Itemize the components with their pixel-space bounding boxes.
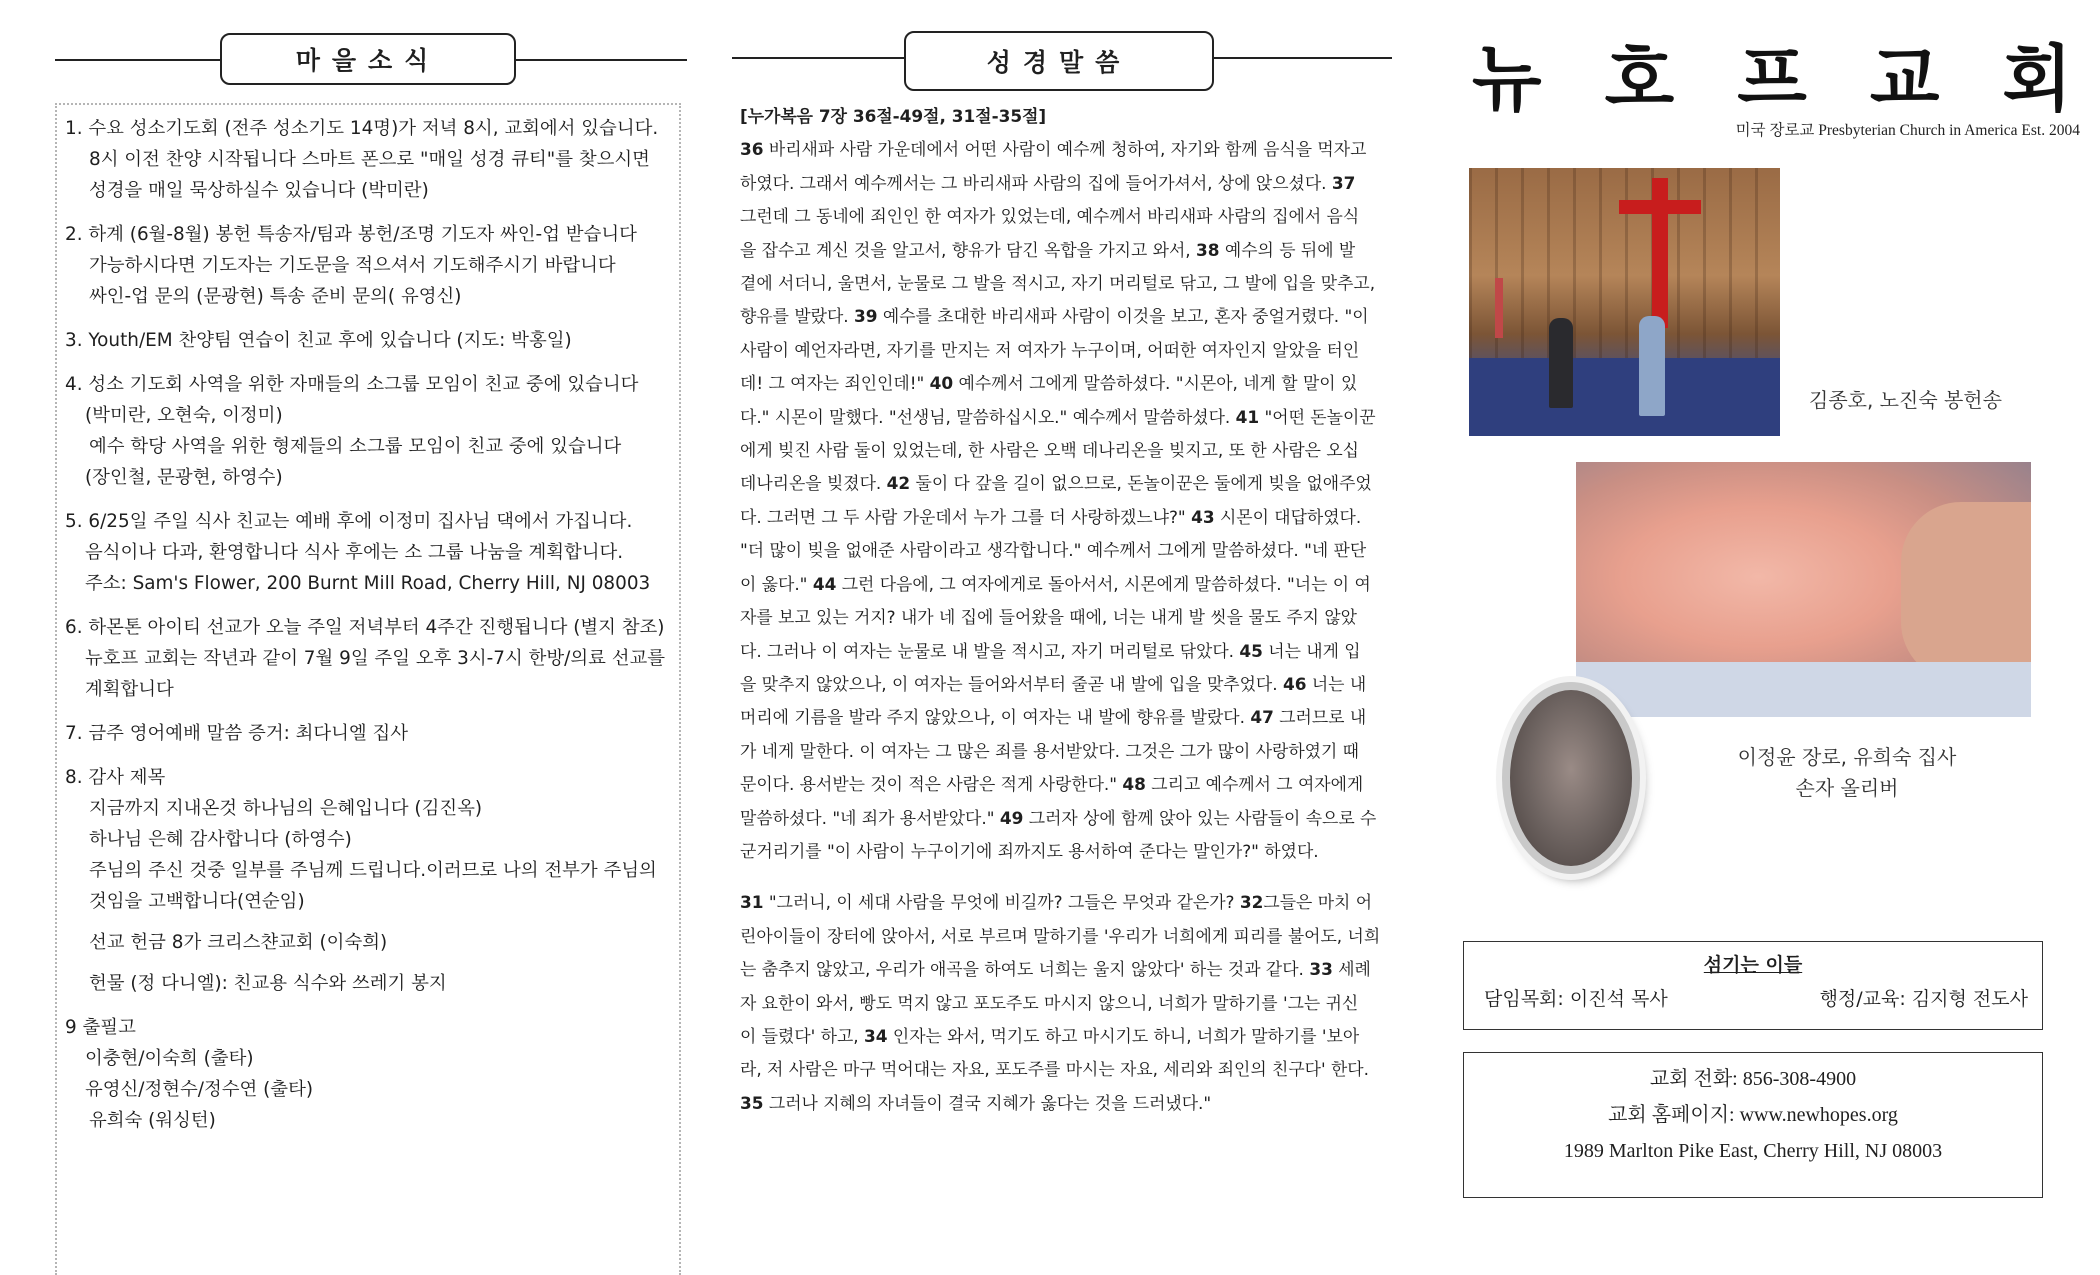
verse-number: 33: [1309, 959, 1333, 980]
verse-text: 곁에 서더니, 울면서, 눈물로 그 발을 적시고, 자기 머리털로 닦고, 그 발에 입을 맞추고,: [740, 273, 1376, 294]
scripture-body: [740, 100, 1390, 1120]
verse-text: 이 옳다.": [740, 573, 813, 594]
verse-number: 43: [1191, 506, 1215, 527]
news-line: 것임을 고백합니다(연순임): [89, 891, 305, 912]
news-line: 유희숙 (워싱턴): [89, 1110, 216, 1131]
verse-number: 47: [1250, 707, 1274, 728]
scripture-line: [740, 635, 1390, 668]
church-address: 1989 Marlton Pike East, Cherry Hill, NJ 08003: [1563, 1140, 1943, 1162]
scripture-paragraph-1: [740, 133, 1390, 868]
family-oval-photo: [1502, 682, 1640, 874]
news-line: 선교 헌금 8가 크리스챤교회 (이숙희): [89, 932, 388, 953]
news-line: 9 출필고: [65, 1017, 136, 1038]
verse-number: 45: [1239, 640, 1263, 661]
verse-text: 예수의 등 뒤에 발: [1219, 239, 1356, 260]
news-line: 유영신/정현수/정수연 (출타): [85, 1079, 314, 1100]
verse-number: 44: [812, 573, 837, 594]
scripture-reference: [누가복음 7장 36절-49절, 31절-35절]: [740, 106, 1047, 126]
verse-text: 자 요한이 와서, 빵도 먹지 않고 포도주도 마시지 않으니, 너희가 말하기를 '그는 귀신: [740, 992, 1359, 1013]
news-line: 5. 6/25일 주일 식사 친교는 예배 후에 이정미 집사님 댁에서 가집니다.: [65, 511, 633, 532]
scripture-line: [740, 920, 1390, 953]
scripture-line: [740, 987, 1390, 1020]
verse-text: 라, 저 사람은 마구 먹어대는 자요, 포도주를 마시는 자요, 세리와 죄인의 친구다' 한다.: [740, 1059, 1369, 1080]
verse-text: 을 잡수고 계신 것을 알고서, 향유가 담긴 옥합을 가지고 와서,: [740, 239, 1197, 260]
verse-text: 시몬이 대답하였다.: [1214, 506, 1362, 527]
verse-number: 39: [854, 306, 878, 327]
news-line: 예수 학당 사역을 위한 형제들의 소그룹 모임이 친교 중에 있습니다: [89, 436, 622, 457]
scripture-line: [740, 234, 1390, 267]
verse-text: 데나리온을 빚졌다.: [740, 473, 887, 494]
verse-number: 49: [999, 807, 1024, 828]
verse-text: 그들은 마치 어: [1263, 892, 1373, 913]
verse-text: 말씀하셨다. "네 죄가 용서받았다.": [740, 807, 1000, 828]
scripture-line: [740, 334, 1390, 367]
worship-photo: [1469, 168, 1780, 436]
flag-icon: [1495, 278, 1503, 338]
verse-text: 에게 빚진 사람 둘이 있었는데, 한 사람은 오백 데나리온을 빚지고, 또 한 사람은 오십: [740, 440, 1359, 461]
church-name-char: 회: [2002, 37, 2072, 121]
family-caption-line1: 이정윤 장로, 유희숙 집사: [1737, 745, 1957, 769]
verse-text: 그러므로 내: [1273, 707, 1367, 728]
verse-text: 자를 보고 있는 거지? 내가 네 집에 들어왔을 때에, 너는 내게 발 씻을 물도 주지 않았: [740, 607, 1357, 628]
verse-text: "더 많이 빚을 없애준 사람이라고 생각합니다." 예수께서 그에게 말씀하셨다. "네 판단: [740, 540, 1367, 561]
verse-text: 을 맞추지 않았으나, 이 여자는 들어와서부터 줄곧 내 발에 입을 맞추었다.: [740, 673, 1283, 694]
scripture-line: [740, 1053, 1390, 1086]
verse-text: 이 들렸다' 하고,: [740, 1025, 865, 1046]
verse-text: 데! 그 여자는 죄인인데!": [740, 373, 930, 394]
senior-pastor: 담임목회: 이진석 목사: [1484, 988, 1668, 1010]
news-item: [65, 762, 661, 999]
news-line: 지금까지 지내온것 하나님의 은혜입니다 (김진옥): [89, 798, 483, 819]
verse-number: 37: [1331, 172, 1356, 193]
family-caption-line2: 손자 올리버: [1795, 776, 1899, 800]
verse-text: 예수께서 그에게 말씀하셨다. "시몬아, 네게 할 말이 있: [953, 373, 1358, 394]
contact-box: [1463, 1052, 2043, 1198]
verse-number: 36: [740, 139, 764, 160]
verse-text: 향유를 발랐다.: [740, 306, 855, 327]
scripture-line: [740, 668, 1390, 701]
staff-title: 섬기는 이들: [1703, 954, 1803, 976]
stage: [1469, 358, 1780, 436]
news-line: 1. 수요 성소기도회 (전주 성소기도 14명)가 저녁 8시, 교회에서 있습니다.: [65, 118, 659, 139]
verse-text: 바리새파 사람 가운데에서 어떤 사람이 예수께 청하여, 자기와 함께 음식을 먹자고: [763, 139, 1367, 160]
scripture-line: [740, 534, 1390, 567]
education-minister: 행정/교육: 김지형 전도사: [1819, 988, 2028, 1010]
church-name-char: 뉴: [1472, 37, 1542, 121]
family-photo-caption: [1712, 742, 1982, 804]
verse-text: 하였다. 그래서 예수께서는 그 바리새파 사람의 집에 들어가셔서, 상에 앉으셨다.: [740, 172, 1332, 193]
news-item: [65, 1012, 661, 1136]
news-item: [65, 219, 661, 312]
news-line: (박미란, 오현숙, 이정미): [85, 405, 283, 426]
news-line: 주소: Sam's Flower, 200 Burnt Mill Road, Cherry Hill, NJ 08003: [85, 573, 651, 594]
verse-number: 41: [1235, 406, 1260, 427]
verse-text: 그리고 예수께서 그 여자에게: [1145, 774, 1364, 795]
verse-text: "어떤 돈놀이꾼: [1259, 406, 1376, 427]
verse-number: 35: [740, 1092, 764, 1113]
verse-text: 그러나 지혜의 자녀들이 결국 지혜가 옳다는 것을 드러냈다.": [763, 1092, 1212, 1113]
news-line: 성경을 매일 묵상하실수 있습니다 (박미란): [89, 180, 429, 201]
verse-text: 세례: [1332, 959, 1371, 980]
scripture-line: [740, 568, 1390, 601]
scripture-header-title: 성경말씀: [904, 31, 1214, 91]
scripture-line: [740, 501, 1390, 534]
verse-number: 32: [1239, 892, 1264, 913]
scripture-line: [740, 953, 1390, 986]
verse-text: 다." 시몬이 말했다. "선생님, 말씀하십시오." 예수께서 말씀하셨다.: [740, 406, 1236, 427]
news-item: [65, 612, 665, 705]
baby-photo: [1576, 462, 2031, 717]
staff-box: [1463, 941, 2043, 1030]
verse-text: 린아이들이 장터에 앉아서, 서로 부르며 말하기를 '우리가 너희에게 피리를 불어도, 너희: [740, 925, 1381, 946]
news-line: 2. 하계 (6월-8월) 봉헌 특송자/팀과 봉헌/조명 기도자 싸인-업 받습니다: [65, 224, 637, 245]
verse-number: 48: [1122, 774, 1146, 795]
news-item: [65, 506, 661, 599]
church-name-char: 프: [1737, 37, 1807, 121]
scripture-line: [740, 200, 1390, 233]
verse-text: 머리에 기름을 발라 주지 않았으나, 이 여자는 내 발에 향유를 발랐다.: [740, 707, 1251, 728]
news-line: 헌물 (정 다니엘): 친교용 식수와 쓰레기 봉지: [89, 973, 447, 994]
verse-text: 다. 그러면 그 두 사람 가운데서 누가 그를 더 사랑하겠느냐?": [740, 506, 1192, 527]
scripture-line: [740, 886, 1390, 919]
news-line: 4. 성소 기도회 사역을 위한 자매들의 소그룹 모임이 친교 중에 있습니다: [65, 374, 639, 395]
verse-text: 사람이 예언자라면, 자기를 만지는 저 여자가 누구이며, 어떠한 여자인지 알았을 터인: [740, 339, 1360, 360]
scripture-line: [740, 401, 1390, 434]
news-line: 음식이나 다과, 환영합니다 식사 후에는 소 그룹 나눔을 계획합니다.: [85, 542, 624, 563]
verse-text: 다. 그러나 이 여자는 눈물로 내 발을 적시고, 자기 머리털로 닦았다.: [740, 640, 1240, 661]
news-item: [65, 113, 661, 206]
news-line: 계획합니다: [85, 679, 174, 700]
scripture-line: [740, 701, 1390, 734]
news-line: 이충현/이숙희 (출타): [85, 1048, 254, 1069]
news-line: 뉴호프 교회는 작년과 같이 7월 9일 주일 오후 3시-7시 한방/의료 선교를: [85, 648, 665, 669]
church-name-char: 호: [1604, 37, 1675, 121]
news-item: [65, 369, 661, 493]
news-item: [65, 718, 661, 749]
verse-text: 인자는 와서, 먹기도 하고 마시기도 하니, 너희가 말하기를 '보아: [887, 1025, 1360, 1046]
scripture-line: [740, 167, 1390, 200]
verse-number: 31: [740, 892, 764, 913]
church-subtitle: 미국 장로교 Presbyterian Church in America Est. 2004: [1735, 122, 2080, 139]
verse-text: 는 춤추지 않았고, 우리가 애곡을 하여도 너희는 울지 않았다' 하는 것과 같다.: [740, 959, 1310, 980]
news-line: 7. 금주 영어예배 말씀 증거: 최다니엘 집사: [65, 723, 409, 744]
scripture-paragraph-2: [740, 886, 1390, 1120]
verse-text: 가 네게 말한다. 이 여자는 그 많은 죄를 용서받았다. 그것은 그가 많이 사랑하였기 때: [740, 740, 1359, 761]
church-phone: 교회 전화: 856-308-4900: [1649, 1068, 1857, 1090]
news-header-title: 마을소식: [220, 33, 516, 85]
verse-number: 38: [1196, 239, 1220, 260]
scripture-line: [740, 835, 1390, 868]
news-line: 하나님 은혜 감사합니다 (하영수): [89, 829, 352, 850]
news-line: 가능하시다면 기도자는 기도문을 적으셔서 기도해주시기 바랍니다: [89, 255, 616, 276]
news-line: 3. Youth/EM 찬양팀 연습이 친교 후에 있습니다 (지도: 박홍일): [65, 330, 572, 351]
verse-number: 42: [886, 473, 911, 494]
scripture-line: [740, 601, 1390, 634]
verse-text: 그런 다음에, 그 여자에게로 돌아서서, 시몬에게 말씀하셨다. "너는 이 여: [836, 573, 1371, 594]
singer-figure: [1639, 316, 1665, 416]
news-line: 6. 하몬톤 아이티 선교가 오늘 주일 저녁부터 4주간 진행됩니다 (별지 참조): [65, 617, 665, 638]
scripture-line: [740, 367, 1390, 400]
news-line: 8시 이전 찬양 시작됩니다 스마트 폰으로 "매일 성경 큐티"를 찾으시면: [89, 149, 650, 170]
singer-figure: [1549, 318, 1573, 408]
church-homepage: 교회 홈페이지: www.newhopes.org: [1608, 1104, 1898, 1126]
verse-text: 그러자 상에 함께 앉아 있는 사람들이 속으로 수: [1023, 807, 1377, 828]
news-item: [65, 325, 661, 356]
scripture-line: [740, 768, 1390, 801]
verse-number: 40: [929, 373, 954, 394]
news-line: 8. 감사 제목: [65, 767, 166, 788]
scripture-line: [740, 467, 1390, 500]
worship-photo-caption: 김종호, 노진숙 봉헌송: [1809, 388, 2002, 412]
blanket: [1576, 662, 2031, 717]
verse-number: 34: [864, 1025, 888, 1046]
news-line: (장인철, 문광현, 하영수): [85, 467, 283, 488]
scripture-line: [740, 735, 1390, 768]
news-line: 싸인-업 문의 (문광현) 특송 준비 문의( 유영신): [89, 286, 462, 307]
scripture-header: [732, 31, 1392, 83]
church-name-char: 교: [1869, 37, 1940, 121]
verse-text: 그런데 그 동네에 죄인인 한 여자가 있었는데, 예수께서 바리새파 사람의 집에서 음식: [740, 206, 1360, 227]
verse-text: 문이다. 용서받는 것이 적은 사람은 적게 사랑한다.": [740, 774, 1123, 795]
news-header: [55, 33, 687, 85]
verse-text: "그러니, 이 세대 사람을 무엇에 비길까? 그들은 무엇과 같은가?: [763, 892, 1240, 913]
scripture-line: [740, 802, 1390, 835]
scripture-line: [740, 1087, 1390, 1120]
family-photo-image: [1510, 690, 1632, 866]
scripture-line: [740, 267, 1390, 300]
news-list: [55, 103, 681, 1275]
scripture-line: [740, 1020, 1390, 1053]
cross-icon-bar: [1619, 200, 1701, 214]
church-name: [1472, 38, 2072, 120]
hand-figure: [1901, 502, 2031, 682]
scripture-line: [740, 300, 1390, 333]
verse-text: 너는 내: [1306, 673, 1367, 694]
verse-text: 예수를 초대한 바리새파 사람이 이것을 보고, 혼자 중얼거렸다. "이: [877, 306, 1369, 327]
verse-text: 너는 내게 입: [1262, 640, 1361, 661]
verse-text: 둘이 다 갚을 길이 없으므로, 돈놀이꾼은 둘에게 빚을 없애주었: [910, 473, 1372, 494]
verse-text: 군거리기를 "이 사람이 누구이기에 죄까지도 용서하여 준다는 말인가?" 하였다.: [740, 840, 1319, 861]
news-line: 주님의 주신 것중 일부를 주님께 드립니다.이러므로 나의 전부가 주님의: [89, 860, 657, 881]
scripture-line: [740, 434, 1390, 467]
scripture-line: [740, 133, 1390, 166]
verse-number: 46: [1282, 673, 1307, 694]
